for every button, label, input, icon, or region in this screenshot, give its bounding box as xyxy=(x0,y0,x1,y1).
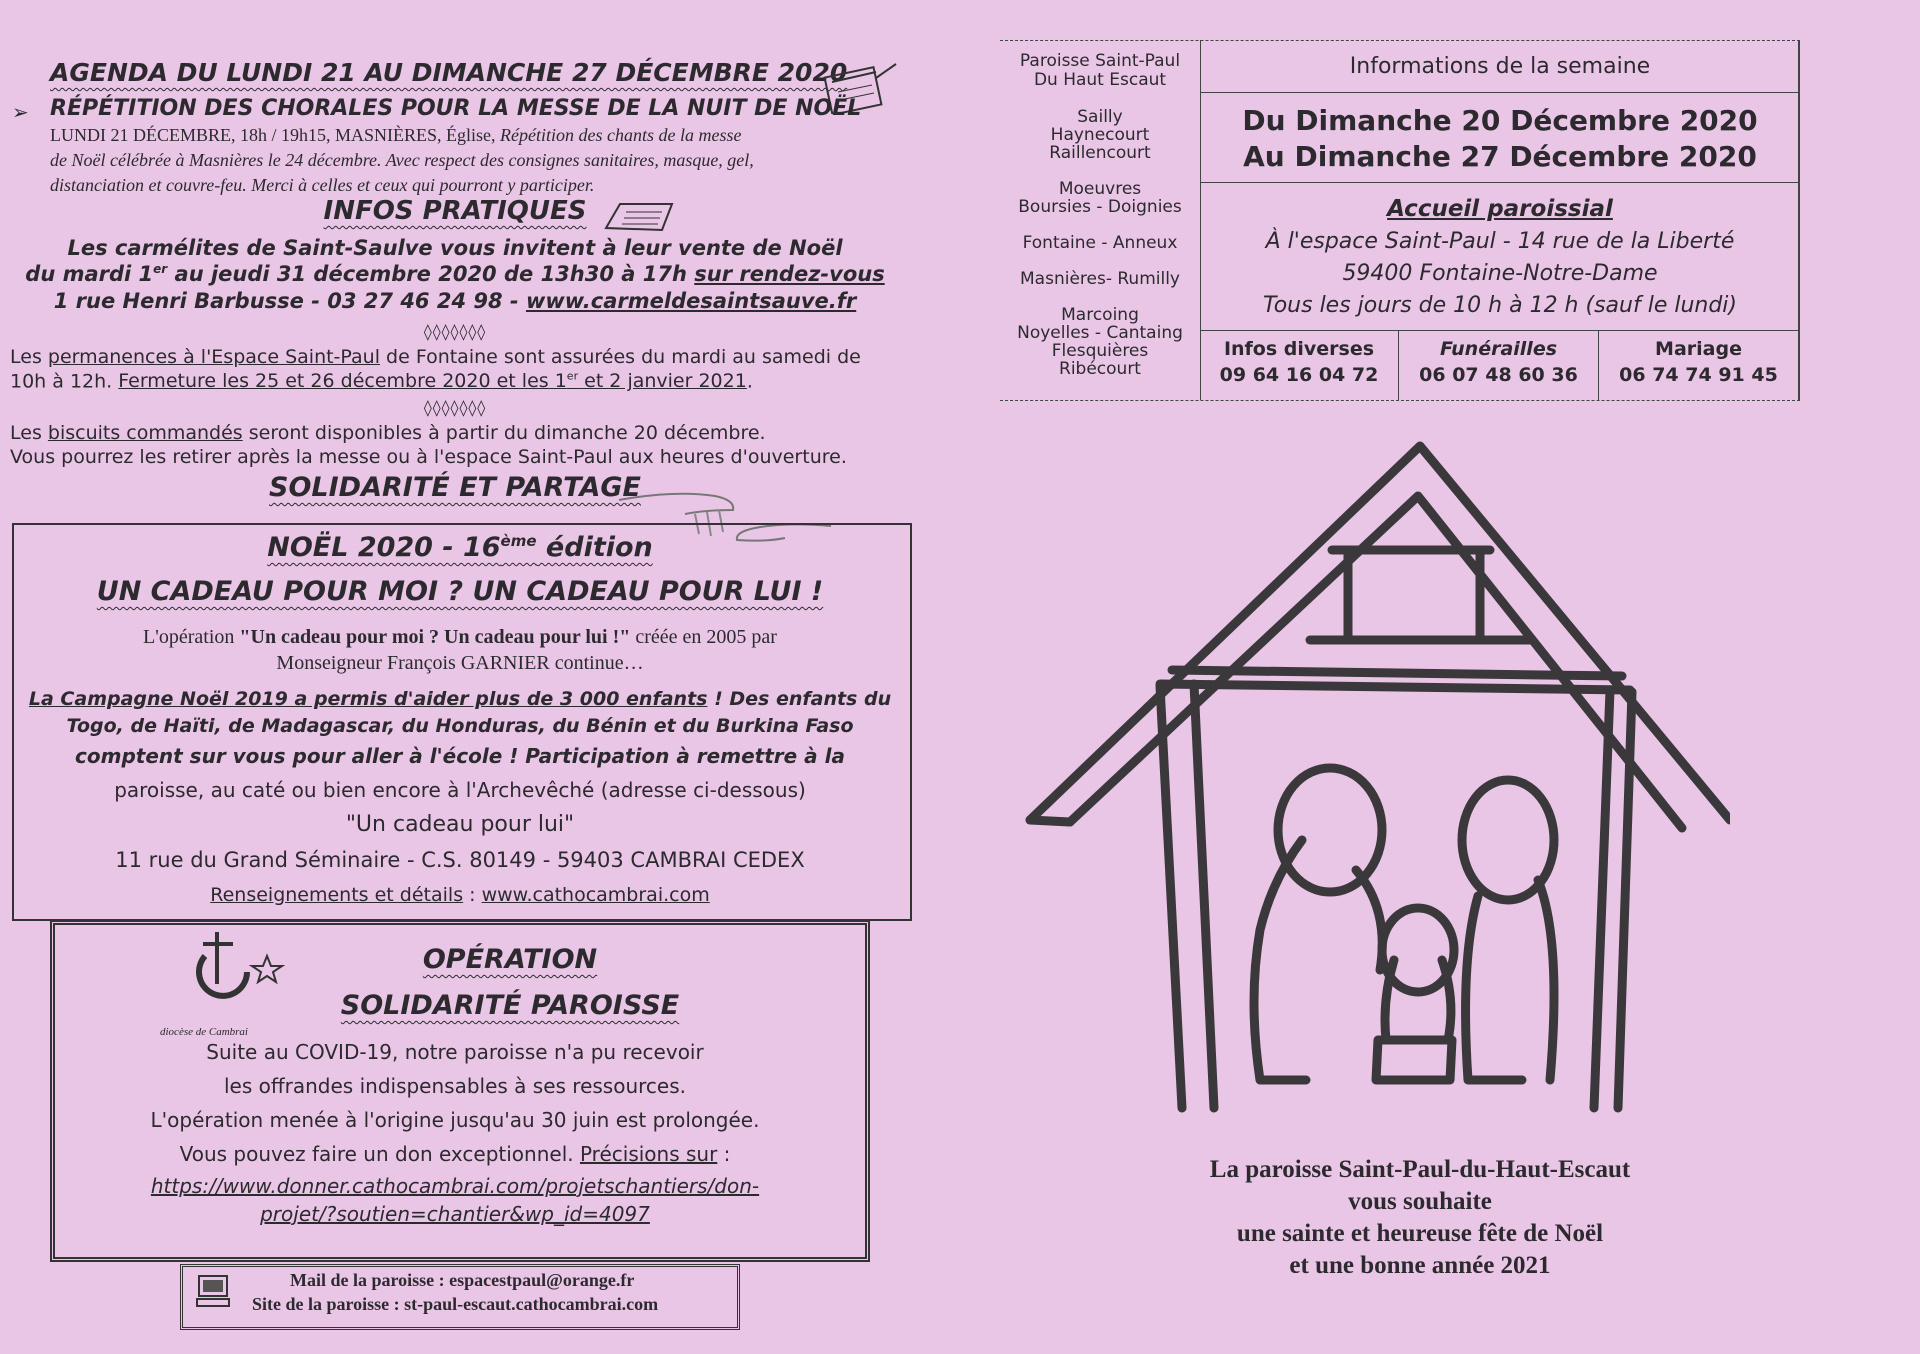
campaign-line-1: La Campagne Noël 2019 a permis d'aider plus de 3 000 enfants ! Des enfants du xyxy=(28,688,892,710)
parish-name-2: Du Haut Escaut xyxy=(1033,70,1167,90)
date-line-1: Du Dimanche 20 Décembre 2020 xyxy=(1242,104,1758,137)
wish-line-2: vous souhaite xyxy=(1348,1188,1492,1215)
archeveche-address: 11 rue du Grand Séminaire - C.S. 80149 - 59403 CAMBRAI CEDEX xyxy=(115,848,805,872)
accueil-line-1: À l'espace Saint-Paul - 14 rue de la Liberté xyxy=(1265,229,1735,254)
village: Raillencourt xyxy=(1049,143,1151,163)
operation-text-2: les offrandes indispensables à ses ressources. xyxy=(224,1074,686,1098)
info-title: Informations de la semaine xyxy=(1349,54,1651,79)
computer-icon xyxy=(196,1274,230,1308)
noel-subtitle: UN CADEAU POUR MOI ? UN CADEAU POUR LUI ! xyxy=(96,576,824,607)
agenda-line-1: LUNDI 21 DÉCEMBRE, 18h / 19h15, MASNIÈRES, Église, Répétition des chants de la messe xyxy=(50,125,742,145)
agenda-line-3: distanciation et couvre-feu. Merci à celles et ceux qui pourront y participer. xyxy=(50,175,595,195)
donation-url-line-1[interactable]: https://www.donner.cathocambrai.com/projetschantiers/don- xyxy=(150,1174,760,1198)
permanences-line-1: Les permanences à l'Espace Saint-Paul de Fontaine sont assurées du mardi au samedi de xyxy=(10,346,861,368)
village: Masnières- Rumilly xyxy=(1020,269,1180,289)
biscuits-line-2: Vous pourrez les retirer après la messe ou à l'espace Saint-Paul aux heures d'ouverture. xyxy=(10,446,847,468)
operation-title-2: SOLIDARITÉ PAROISSE xyxy=(340,990,680,1021)
carmel-line-1: Les carmélites de Saint-Saulve vous invitent à leur vente de Noël xyxy=(67,236,843,260)
header-divider-3 xyxy=(1200,330,1800,331)
village: Noyelles - Cantaing xyxy=(1017,323,1183,343)
biscuits-line-1: Les biscuits commandés seront disponibles à partir du dimanche 20 décembre. xyxy=(10,422,766,444)
village: Flesquières xyxy=(1051,341,1149,361)
wish-line-1: La paroisse Saint-Paul-du-Haut-Escaut xyxy=(1209,1156,1631,1183)
contact-phone-infos[interactable]: 09 64 16 04 72 xyxy=(1219,364,1379,386)
contact-label-funerailles: Funérailles xyxy=(1439,338,1558,360)
contact-phone-funerailles[interactable]: 06 07 48 60 36 xyxy=(1419,364,1578,386)
header-divider-1 xyxy=(1200,92,1800,93)
accueil-line-2: 59400 Fontaine-Notre-Dame xyxy=(1342,261,1658,286)
noel-edition-title: NOËL 2020 - 16ème édition xyxy=(267,532,653,563)
operation-title-1: OPÉRATION xyxy=(422,944,598,975)
contact-label-mariage: Mariage xyxy=(1655,338,1742,360)
divider-diamonds-2: ◊◊◊◊◊◊◊ xyxy=(423,398,487,417)
cathocambrai-link[interactable]: www.cathocambrai.com xyxy=(481,884,710,906)
campaign-line-2: Togo, de Haïti, de Madagascar, du Honduras, du Bénin et du Burkina Faso xyxy=(66,715,854,737)
date-line-2: Au Dimanche 27 Décembre 2020 xyxy=(1243,140,1757,173)
carmel-address: 1 rue Henri Barbusse - 03 27 46 24 98 - www.carmeldesaintsauve.fr xyxy=(53,289,857,313)
wish-line-4: et une bonne année 2021 xyxy=(1289,1252,1551,1279)
note-sheet-icon xyxy=(600,198,680,238)
village: Marcoing xyxy=(1061,305,1139,325)
agenda-line-2: de Noël célébrée à Masnières le 24 décembre. Avec respect des consignes sanitaires, masque, gel, xyxy=(50,150,754,170)
nativity-house-illustration xyxy=(1010,440,1730,1140)
permanences-line-2: 10h à 12h. Fermeture les 25 et 26 décembre 2020 et les 1er et 2 janvier 2021. xyxy=(10,370,753,393)
agenda-title: AGENDA DU LUNDI 21 AU DIMANCHE 27 DÉCEMBRE 2020 xyxy=(50,58,848,87)
divider-diamonds: ◊◊◊◊◊◊◊ xyxy=(423,322,487,341)
village: Haynecourt xyxy=(1050,125,1150,145)
header-bottom-border xyxy=(1000,400,1800,401)
village: Moeuvres xyxy=(1058,179,1142,199)
parish-site[interactable]: Site de la paroisse : st-paul-escaut.cathocambrai.com xyxy=(252,1294,659,1314)
carmel-website-link[interactable]: www.carmeldesaintsauve.fr xyxy=(525,289,857,313)
contact-phone-mariage[interactable]: 06 74 74 91 45 xyxy=(1619,364,1778,386)
accueil-title: Accueil paroissial xyxy=(1387,196,1613,222)
donation-url-line-2[interactable]: projet/?soutien=chantier&wp_id=4097 xyxy=(260,1202,650,1226)
campaign-line-3: comptent sur vous pour aller à l'école ! Participation à remettre à la xyxy=(75,744,845,768)
solidarite-title: SOLIDARITÉ ET PARTAGE xyxy=(269,472,641,503)
parish-mail[interactable]: Mail de la paroisse : espacestpaul@orange.fr xyxy=(290,1270,635,1290)
village: Ribécourt xyxy=(1059,359,1141,379)
operation-line-1: L'opération "Un cadeau pour moi ? Un cadeau pour lui !" créée en 2005 par xyxy=(143,626,777,648)
infos-pratiques-title: INFOS PRATIQUES xyxy=(323,196,587,226)
village: Fontaine - Anneux xyxy=(1022,233,1178,253)
operation-text-4: Vous pouvez faire un don exceptionnel. Précisions sur : xyxy=(179,1142,731,1166)
contact-label-infos: Infos diverses xyxy=(1223,338,1375,360)
parish-name-1: Paroisse Saint-Paul xyxy=(1019,51,1181,71)
campaign-line-4: paroisse, au caté ou bien encore à l'Archevêché (adresse ci-dessous) xyxy=(114,778,806,802)
village: Boursies - Doignies xyxy=(1018,197,1182,217)
operation-text-3: L'opération menée à l'origine jusqu'au 30 juin est prolongée. xyxy=(150,1108,760,1132)
diocese-logo-caption: diocèse de Cambrai xyxy=(160,1026,248,1038)
header-divider-2 xyxy=(1200,182,1800,183)
bullet-arrow-icon: ➢ xyxy=(12,100,29,124)
header-top-border xyxy=(1000,40,1800,41)
renseignements-line: Renseignements et détails : www.cathocambrai.com xyxy=(210,884,710,906)
operation-text-1: Suite au COVID-19, notre paroisse n'a pu recevoir xyxy=(206,1040,704,1064)
cadeau-pour-lui: "Un cadeau pour lui" xyxy=(345,812,575,837)
carmel-line-2: du mardi 1er au jeudi 31 décembre 2020 de 13h30 à 17h sur rendez-vous xyxy=(25,262,885,286)
operation-line-2: Monseigneur François GARNIER continue… xyxy=(276,652,644,674)
wish-line-3: une sainte et heureuse fête de Noël xyxy=(1236,1220,1604,1247)
repetition-title: RÉPÉTITION DES CHORALES POUR LA MESSE DE LA NUIT DE NOËL xyxy=(50,96,862,121)
village: Sailly xyxy=(1077,107,1123,127)
accueil-line-3: Tous les jours de 10 h à 12 h (sauf le lundi) xyxy=(1262,293,1738,318)
